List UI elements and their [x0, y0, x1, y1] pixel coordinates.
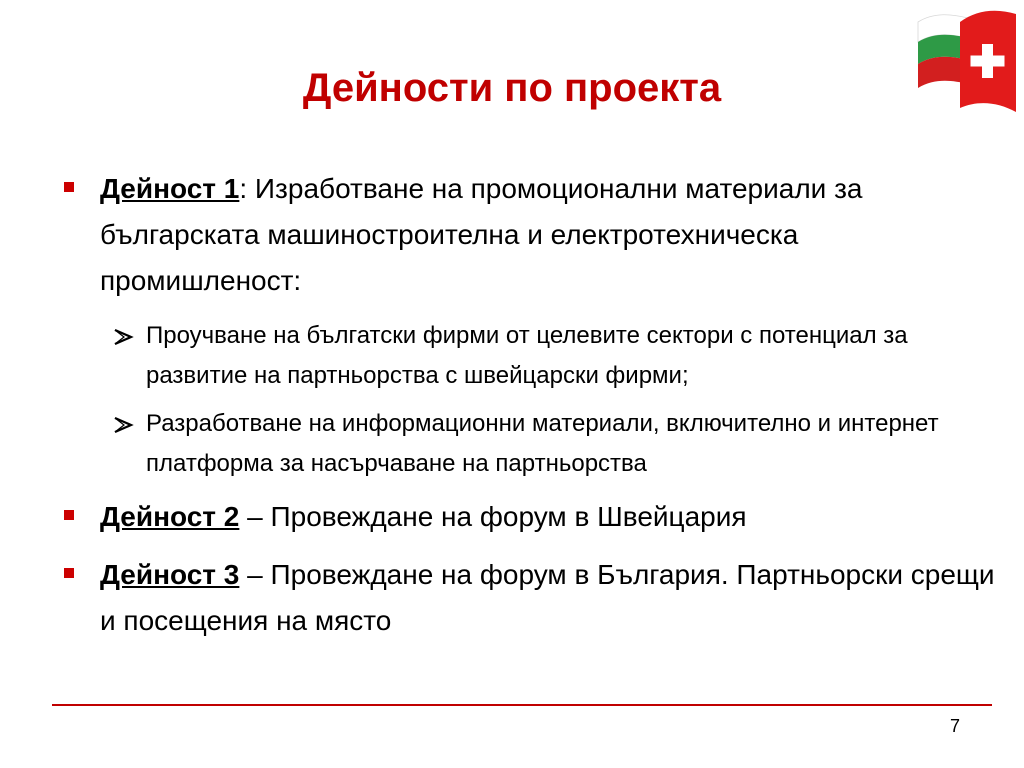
activity-text: Изработване на промоционални материали за българската машиностроителна и електротехническа промишленост: — [100, 173, 863, 296]
activity-term: Дейност 1 — [100, 173, 240, 204]
activity-1-subitems — [62, 316, 1002, 484]
red-square-bullet-icon — [64, 510, 74, 520]
activity-separator: : — [239, 173, 248, 204]
subitem-2 — [62, 404, 1002, 484]
flags-logo-graphic — [914, 4, 1020, 116]
activity-item-2 — [62, 494, 1002, 540]
page-title: Дейности по проекта — [302, 66, 722, 110]
activity-text: Провеждане на форум в България. Партньорски срещи и посещения на място — [100, 559, 995, 636]
subitem-1 — [62, 316, 1002, 396]
activity-text: Провеждане на форум в Швейцария — [262, 501, 747, 532]
footer-divider — [52, 704, 992, 706]
arrowhead-bullet-icon — [112, 316, 136, 356]
flags-logo — [914, 4, 1020, 116]
switzerland-flag-icon — [960, 11, 1016, 112]
activity-item-1 — [62, 166, 1002, 304]
arrowhead-bullet-icon — [112, 404, 136, 444]
activity-separator: – — [239, 559, 263, 590]
activity-term: Дейност 2 — [100, 501, 240, 532]
red-square-bullet-icon — [64, 182, 74, 192]
activity-item-3 — [62, 552, 1002, 644]
subitem-text: Проучване на бългатски фирми от целевите сектори с потенциал за развитие на партньорства с швейцарски фирми; — [146, 322, 908, 389]
activity-term: Дейност 3 — [100, 559, 240, 590]
red-square-bullet-icon — [64, 568, 74, 578]
subitem-text: Разработване на информационни материали, включително и интернет платформа за насърчаване на партньорства — [146, 410, 939, 477]
page-number: 7 — [949, 716, 960, 736]
activity-separator: – — [239, 501, 263, 532]
activities-list — [62, 166, 1002, 656]
